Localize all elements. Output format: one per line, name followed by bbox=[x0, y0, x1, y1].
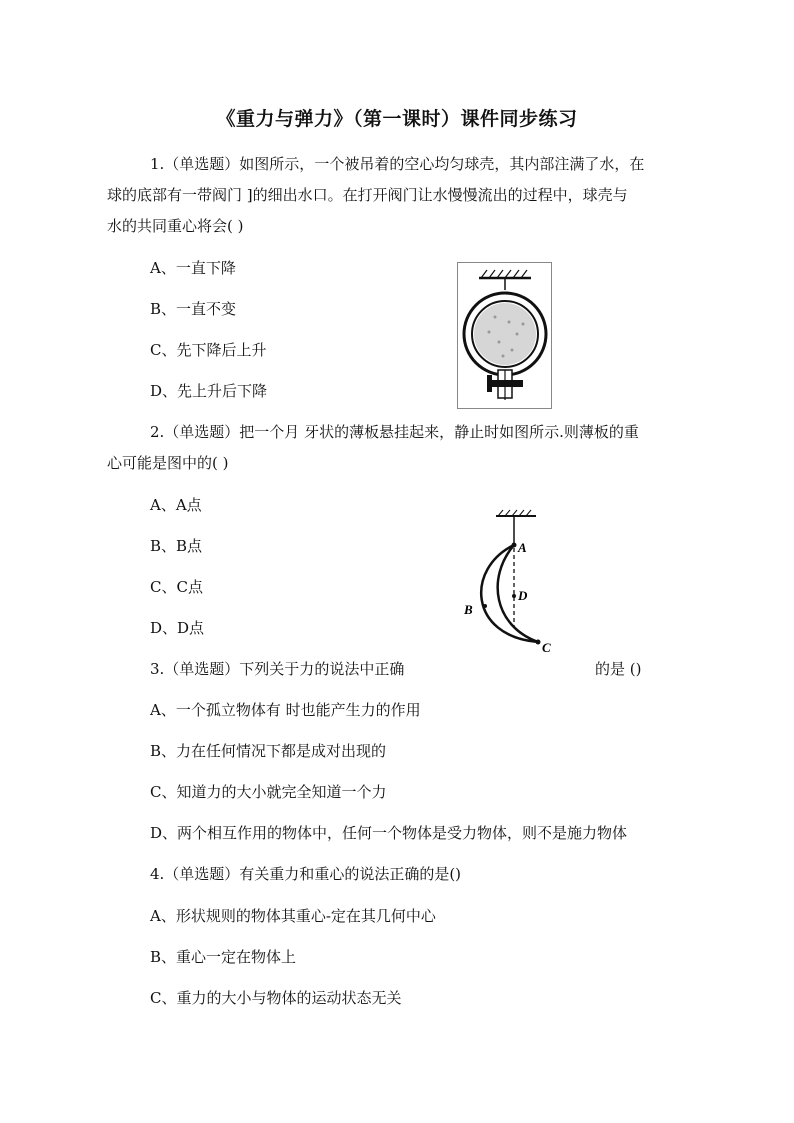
question-3-option-d: D、两个相互作用的物体中，任何一个物体是受力物体，则不是施力物体 bbox=[150, 824, 628, 842]
question-2-line-2: 心可能是图中的( ) bbox=[107, 454, 229, 472]
question-1-line-1: 1.（单选题）如图所示，一个被吊着的空心均匀球壳，其内部注满了水，在 bbox=[150, 155, 645, 173]
question-2-option-b: B、B点 bbox=[150, 537, 203, 555]
question-1-option-a: A、一直下降 bbox=[150, 259, 236, 277]
page-title: 《重力与弹力》（第一课时）课件同步练习 bbox=[216, 108, 578, 130]
hanging-sphere-figure bbox=[457, 262, 552, 409]
question-3-option-c: C、知道力的大小就完全知道一个力 bbox=[150, 783, 387, 801]
figure-label-d: D bbox=[518, 588, 528, 603]
crescent-plate-figure bbox=[458, 508, 563, 658]
question-3-line-1: 3.（单选题）下列关于力的说法中正确 bbox=[150, 660, 405, 678]
question-3-option-b: B、力在任何情况下都是成对出现的 bbox=[150, 742, 387, 760]
question-1-option-b: B、一直不变 bbox=[150, 300, 237, 318]
question-3-option-a: A、一个孤立物体有 时也能产生力的作用 bbox=[150, 701, 421, 719]
question-1-option-d: D、先上升后下降 bbox=[150, 382, 268, 400]
question-4-option-a: A、形状规则的物体其重心-定在其几何中心 bbox=[150, 907, 436, 925]
figure-label-c: C bbox=[542, 640, 551, 655]
question-3-line-1-tail: 的是 () bbox=[595, 660, 642, 678]
question-1-option-c: C、先下降后上升 bbox=[150, 341, 267, 359]
question-2-line-1: 2.（单选题）把一个月 牙状的薄板悬挂起来，静止时如图所示.则薄板的重 bbox=[150, 423, 639, 441]
question-4-line-1: 4.（单选题）有关重力和重心的说法正确的是() bbox=[150, 865, 462, 883]
question-2-option-c: C、C点 bbox=[150, 578, 203, 596]
question-1-line-3: 水的共同重心将会( ) bbox=[107, 217, 244, 235]
question-4-option-c: C、重力的大小与物体的运动状态无关 bbox=[150, 989, 402, 1007]
figure-label-a: A bbox=[518, 540, 527, 555]
question-2-option-d: D、D点 bbox=[150, 619, 205, 637]
question-2-option-a: A、A点 bbox=[150, 496, 202, 514]
figure-label-b: B bbox=[464, 602, 473, 617]
question-1-line-2: 球的底部有一带阀门 ]的细出水口。在打开阀门让水慢慢流出的过程中，球壳与 bbox=[107, 186, 628, 204]
question-4-option-b: B、重心一定在物体上 bbox=[150, 948, 297, 966]
